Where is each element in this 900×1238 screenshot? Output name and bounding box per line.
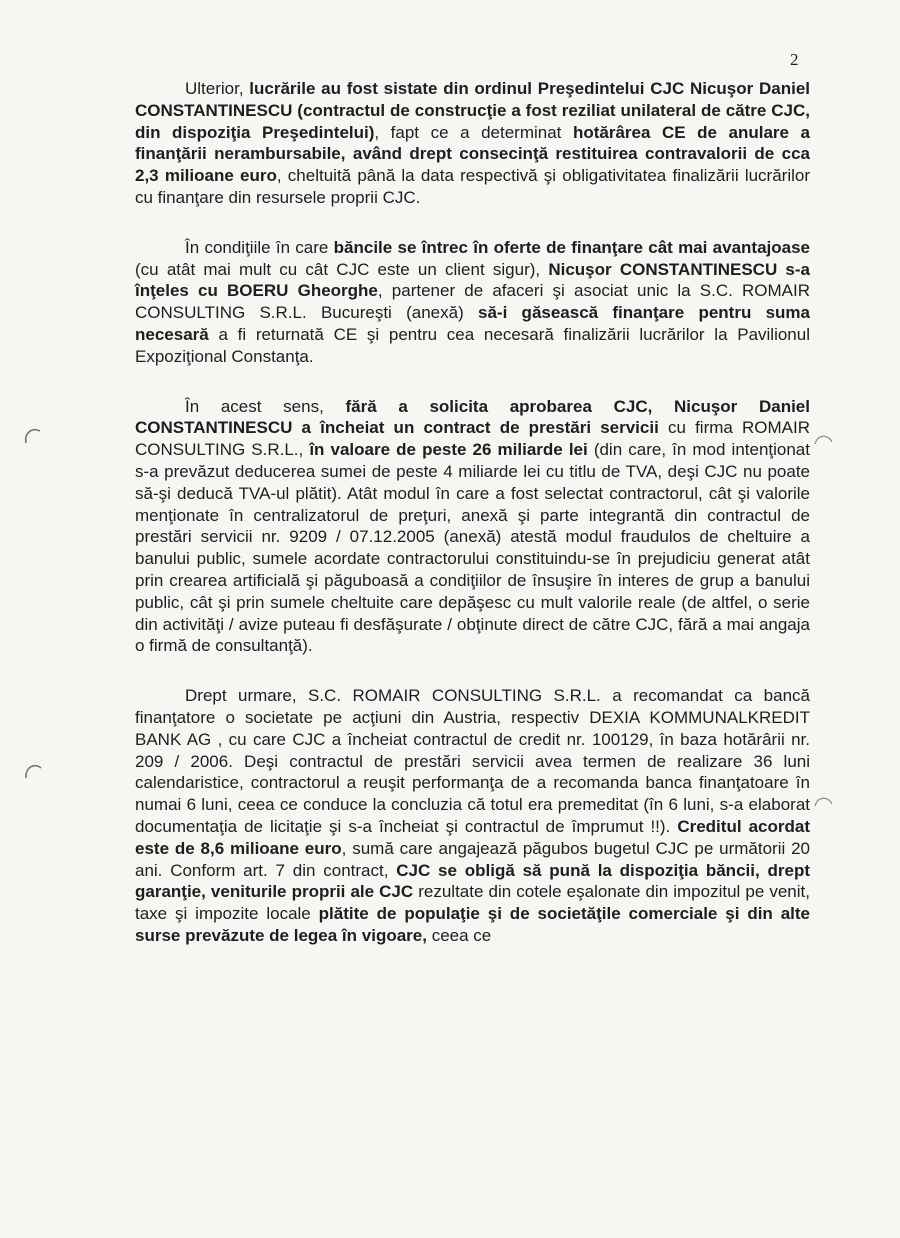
text-run: , cheltuită până la data respectivă şi obligativitatea finalizării lucrărilor cu finanţare din resursele proprii CJC.: [135, 166, 810, 207]
text-run: Drept urmare, S.C. ROMAIR CONSULTING S.R.L. a recomandat ca bancă finanţatore o societate pe acţiuni din Austria, respectiv DEXIA KOMMUNALKREDIT BANK AG , cu care CJC a încheiat contractul de credit nr. 100129, în baza hotărârii nr. 209 / 2006. Deşi contractul de prestări servicii avea termen de realizare 36 luni calendaristice, contractorul a reuşit performanţa de a recomanda banca finanţatoare în numai 6 luni, ceea ce conduce la concluzia că totul era premeditat (în 6 luni, s-a elaborat documentaţia de licitaţie şi s-a încheiat şi contractul de împrumut !!).: [135, 686, 810, 836]
text-run: rezultate din cotele eşalonate din impozitul pe venit, taxe şi impozite locale: [135, 882, 810, 924]
bold-text: Creditul acordat este de 8,6 milioane euro: [135, 816, 810, 858]
text-run: a fi returnată CE şi pentru cea necesară finalizării lucrărilor la Pavilionul Expoziţional Constanţa.: [135, 324, 810, 366]
bold-text: hotărârea CE de anulare a finanţării nerambursabile, având drept consecinţă restituirea contravalorii de cca 2,3 milioane euro: [135, 122, 811, 186]
page-number: 2: [790, 50, 799, 69]
punch-hole-right-top: [812, 430, 834, 452]
bold-text: să-i găsească finanţare pentru suma necesară: [135, 303, 810, 344]
text-run: ceea ce: [426, 925, 492, 945]
punch-hole-left-bottom: [22, 760, 44, 782]
text-run: , sumă care angajează păgubos bugetul CJC pe următorii 20 ani. Conform art. 7 din contract,: [135, 838, 811, 880]
paragraph: [135, 78, 810, 209]
text-run: În condiţiile în care: [185, 237, 334, 257]
text-run: , fapt ce a determinat: [374, 122, 573, 142]
punch-hole-right-bottom: [812, 792, 834, 814]
text-run: În acest sens,: [185, 396, 346, 416]
bold-text: Nicuşor CONSTANTINESCU s-a înţeles cu BOERU Gheorghe: [135, 259, 810, 301]
bold-text: plătite de populaţie şi de societăţile comerciale şi din alte surse prevăzute de legea în vigoare,: [135, 904, 810, 945]
paragraph: [135, 396, 810, 658]
bold-text: fără a solicita aprobarea CJC, Nicuşor Daniel CONSTANTINESCU a încheiat un contract de prestări servicii: [135, 396, 810, 438]
bold-text: în valoare de peste 26 miliarde lei: [309, 440, 588, 460]
text-run: Ulterior,: [185, 79, 250, 98]
paragraph: [135, 237, 810, 368]
punch-hole-left-top: [22, 425, 44, 447]
text-run: (din care, în mod intenţionat s-a prevăzut deducerea sumei de peste 4 miliarde lei cu titlu de TVA, deşi CJC nu poate să-şi deducă TVA-ul plătit). Atât modul în care a fost selectat contractorul, cât şi valorile menţionate în centralizatorul de preţuri, anexă şi parte integrantă din contractul de prestări servicii nr. 9209 / 07.12.2005 (anexă) atestă modul fraudulos de cheltuire a banului public, sumele acordate contractorului constituindu-se în prejudiciu generat atât prin crearea artificială şi păguboasă a condiţiilor de însuşire în interes de grup a banului public, cât şi prin sumele cheltuite care depăşesc cu mult valorile reale (de altfel, o serie din activităţi / avize puteau fi desfăşurate / obţinute direct de către CJC, fără a mai angaja o firmă de consultanţă).: [135, 440, 810, 656]
text-run: , partener de afaceri şi asociat unic la S.C. ROMAIR CONSULTING S.R.L. Bucureşti (anexă): [135, 281, 811, 323]
bold-text: CJC se obligă să pună la dispoziţia băncii, drept garanţie, veniturile proprii ale CJC: [135, 860, 810, 902]
paragraph: [135, 685, 810, 947]
text-run: (cu atât mai mult cu cât CJC este un client sigur),: [135, 259, 549, 279]
text-run: cu firma ROMAIR CONSULTING S.R.L.,: [135, 418, 810, 460]
document-body: [135, 78, 810, 975]
bold-text: băncile se întrec în oferte de finanţare cât mai avantajoase: [333, 237, 810, 257]
bold-text: lucrările au fost sistate din ordinul Preşedintelui CJC Nicuşor Daniel CONSTANTINESCU (contractul de construcţie a fost reziliat unilateral de către CJC, din dispoziţia Preşedintelui): [135, 79, 810, 142]
